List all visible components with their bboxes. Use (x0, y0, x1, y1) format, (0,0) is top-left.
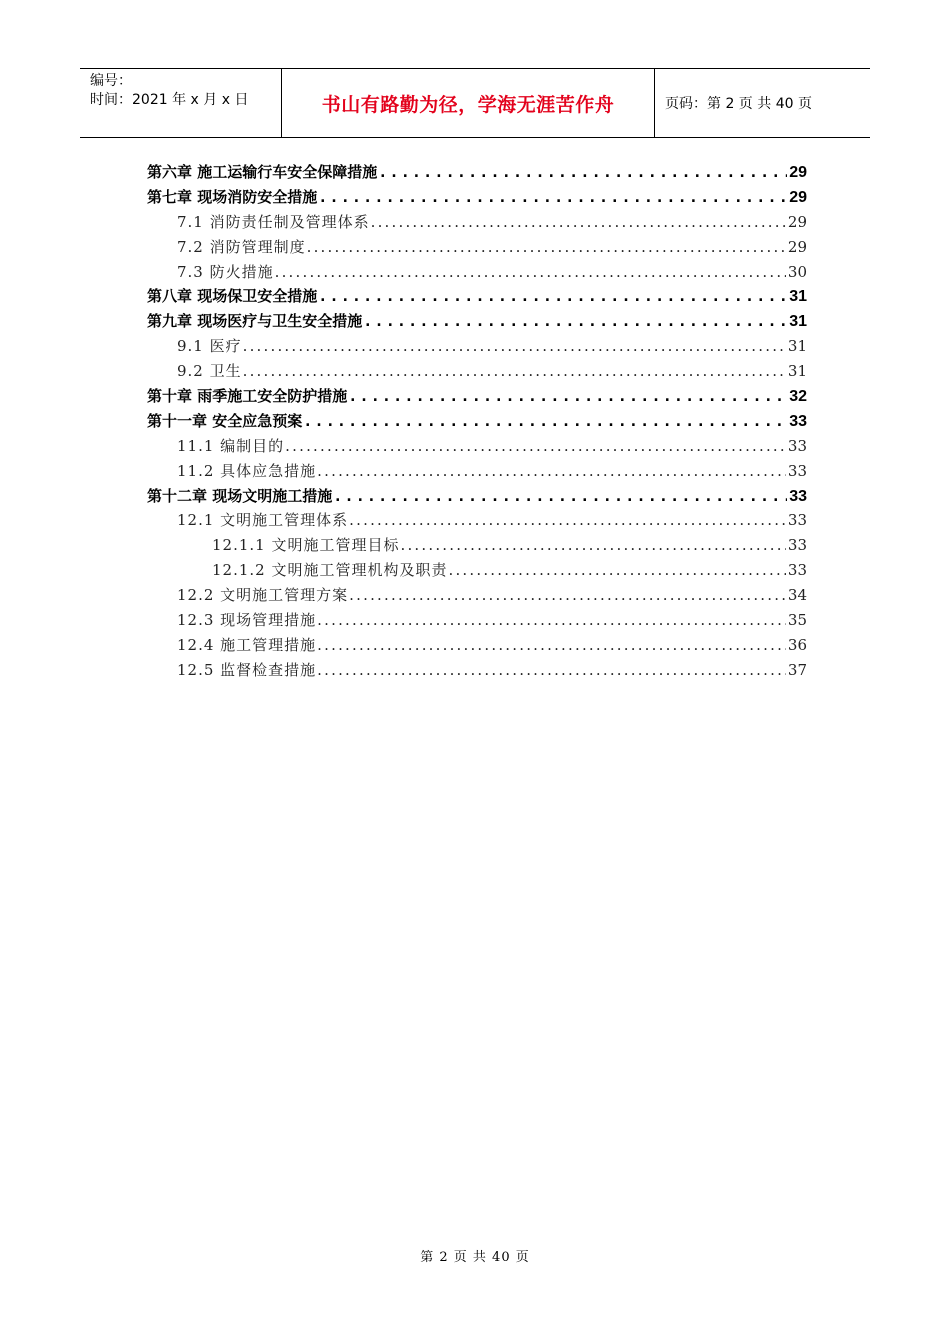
toc-section-entry[interactable] (147, 210, 807, 235)
toc-entry-label: 9.1 医疗 (177, 337, 242, 356)
toc-entry-page: 35 (787, 611, 807, 630)
toc-leader-dots (349, 583, 786, 608)
toc-entry-page: 36 (787, 635, 807, 654)
toc-entry-label: 12.4 施工管理措施 (177, 635, 317, 654)
toc-leader-dots (317, 658, 786, 683)
toc-entry-label: 9.2 卫生 (177, 362, 242, 381)
toc-leader-dots (307, 235, 786, 260)
toc-entry-page: 31 (787, 337, 807, 356)
toc-leader-dots (317, 633, 786, 658)
toc-section-entry[interactable] (147, 359, 807, 384)
toc-entry-label: 第九章 现场医疗与卫生安全措施 (147, 312, 363, 331)
toc-section-entry[interactable] (147, 633, 807, 658)
toc-leader-dots (348, 384, 787, 409)
toc-entry-page: 37 (787, 660, 807, 679)
toc-entry-label: 11.1 编制目的 (177, 436, 285, 455)
toc-section-entry[interactable] (147, 608, 807, 633)
document-date: 时间：2021 年 x 月 x 日 (90, 92, 249, 108)
document-header (80, 68, 870, 138)
toc-section-entry[interactable] (147, 260, 807, 285)
toc-entry-label: 11.2 具体应急措施 (177, 461, 317, 480)
toc-entry-page: 32 (789, 388, 807, 406)
toc-leader-dots (243, 359, 786, 384)
toc-entry-label: 第十一章 安全应急预案 (147, 411, 303, 430)
toc-chapter-entry[interactable] (147, 160, 807, 185)
toc-leader-dots (318, 185, 787, 210)
toc-entry-label: 12.1.1 文明施工管理目标 (212, 536, 400, 555)
toc-entry-label: 7.1 消防责任制及管理体系 (177, 212, 370, 231)
toc-section-entry[interactable] (147, 235, 807, 260)
toc-leader-dots (285, 434, 786, 459)
document-number-label: 编号： (90, 73, 132, 89)
toc-section-entry[interactable] (147, 658, 807, 683)
toc-section-entry[interactable] (147, 533, 807, 558)
toc-entry-page: 33 (787, 536, 807, 555)
toc-chapter-entry[interactable] (147, 484, 807, 509)
toc-entry-page: 31 (789, 288, 807, 306)
header-meta-cell (80, 69, 282, 137)
toc-leader-dots (317, 608, 786, 633)
header-page-info: 页码：第 2 页 共 40 页 (665, 96, 812, 112)
toc-entry-page: 31 (789, 313, 807, 331)
header-motto: 书山有路勤为径，学海无涯苦作舟 (282, 69, 655, 137)
toc-leader-dots (333, 484, 787, 509)
toc-entry-label: 第六章 施工运输行车安全保障措施 (147, 163, 378, 181)
toc-leader-dots (363, 309, 787, 334)
toc-leader-dots (243, 334, 786, 359)
toc-chapter-entry[interactable] (147, 284, 807, 309)
toc-section-entry[interactable] (147, 334, 807, 359)
toc-leader-dots (400, 533, 785, 558)
toc-entry-page: 29 (789, 164, 807, 181)
toc-entry-label: 第七章 现场消防安全措施 (147, 187, 318, 206)
page-footer: 第 2 页 共 40 页 (420, 1250, 530, 1265)
toc-leader-dots (318, 284, 787, 309)
toc-section-entry[interactable] (147, 508, 807, 533)
toc-entry-page: 34 (787, 586, 807, 605)
toc-leader-dots (448, 558, 785, 583)
toc-entry-page: 29 (787, 237, 807, 256)
toc-entry-page: 33 (787, 461, 807, 480)
toc-leader-dots (275, 260, 786, 285)
toc-entry-page: 33 (789, 487, 807, 505)
toc-entry-label: 12.5 监督检查措施 (177, 660, 317, 679)
toc-chapter-entry[interactable] (147, 185, 807, 210)
toc-entry-label: 12.1.2 文明施工管理机构及职责 (212, 561, 448, 580)
toc-entry-page: 30 (787, 262, 807, 281)
toc-entry-label: 7.2 消防管理制度 (177, 237, 306, 256)
toc-entry-page: 29 (787, 212, 807, 231)
toc-chapter-entry[interactable] (147, 384, 807, 409)
toc-entry-label: 第八章 现场保卫安全措施 (147, 287, 318, 306)
toc-leader-dots (303, 409, 787, 434)
table-of-contents (147, 160, 807, 683)
toc-leader-dots (371, 210, 786, 235)
toc-leader-dots (317, 459, 786, 484)
toc-entry-page: 33 (787, 561, 807, 580)
toc-section-entry[interactable] (147, 583, 807, 608)
toc-entry-page: 33 (787, 511, 807, 530)
toc-entry-page: 31 (787, 362, 807, 381)
toc-leader-dots (378, 160, 787, 185)
toc-leader-dots (349, 508, 786, 533)
toc-entry-page: 33 (787, 436, 807, 455)
toc-section-entry[interactable] (147, 459, 807, 484)
toc-entry-label: 第十二章 现场文明施工措施 (147, 486, 333, 505)
toc-entry-label: 第十章 雨季施工安全防护措施 (147, 387, 348, 406)
toc-entry-page: 33 (789, 412, 807, 430)
toc-entry-label: 12.2 文明施工管理方案 (177, 586, 349, 605)
toc-entry-label: 12.3 现场管理措施 (177, 611, 317, 630)
toc-entry-label: 7.3 防火措施 (177, 262, 274, 281)
toc-section-entry[interactable] (147, 434, 807, 459)
toc-section-entry[interactable] (147, 558, 807, 583)
toc-entry-page: 29 (789, 188, 807, 206)
toc-chapter-entry[interactable] (147, 309, 807, 334)
toc-entry-label: 12.1 文明施工管理体系 (177, 511, 349, 530)
toc-chapter-entry[interactable] (147, 409, 807, 434)
